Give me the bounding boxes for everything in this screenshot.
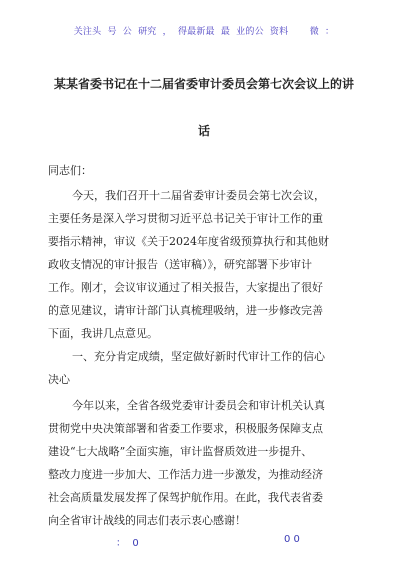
paragraph-line: 工作。刚才，会议审议通过了相关报告，大家提出了很好: [48, 281, 323, 294]
paragraph-line: 今年以来，全省各级党委审计委员会和审计机关认真: [72, 399, 325, 412]
paragraph-line: 社会高质量发展发挥了保驾护航作用。在此，我代表省委: [48, 491, 323, 504]
section-heading-continuation: 决心: [48, 373, 70, 386]
paragraph-line: 下面，我讲几点意见。: [48, 327, 158, 340]
paragraph-line: 建设“七大战略”全面实施，审计监督质效进一步提升、: [48, 445, 313, 458]
paragraph-line: 今天，我们召开十二届省委审计委员会第七次会议，: [72, 189, 325, 202]
paragraph-line: 贯彻党中央决策部署和省委工作要求，积极服务保障支点: [48, 422, 323, 435]
paragraph-line: 政收支情况的审计报告（送审稿）》，研究部署下步审计: [48, 258, 312, 271]
paragraph-line: 主要任务是深入学习贯彻习近平总书记关于审计工作的重: [48, 212, 323, 225]
paragraph-line: 向全省审计战线的同志们表示衷心感谢！: [48, 514, 246, 527]
salutation: 同志们：: [48, 164, 92, 177]
paragraph-line: 的意见建议，请审计部门认真梳理吸纳，进一步修改完善: [48, 304, 323, 317]
paragraph-line: 整改力度进一步加大、工作活力进一步激发，为推动经济: [48, 468, 323, 481]
footer-right-text: 0 0: [284, 534, 300, 545]
watermark-header: 关注头 号 公 研究 ， 得最新最 最 业的公 资料 微 ：: [73, 27, 335, 37]
document-title: 某某省委书记在十二届省委审计委员会第七次会议上的讲: [53, 77, 354, 91]
paragraph-line: 要指示精神，审议《关于2024年度省级预算执行和其他财: [48, 235, 329, 248]
document-title-continuation: 话: [197, 124, 210, 138]
footer-left-text: ： 0: [116, 538, 139, 549]
section-heading: 一、充分肯定成绩，坚定做好新时代审计工作的信心: [72, 350, 325, 363]
